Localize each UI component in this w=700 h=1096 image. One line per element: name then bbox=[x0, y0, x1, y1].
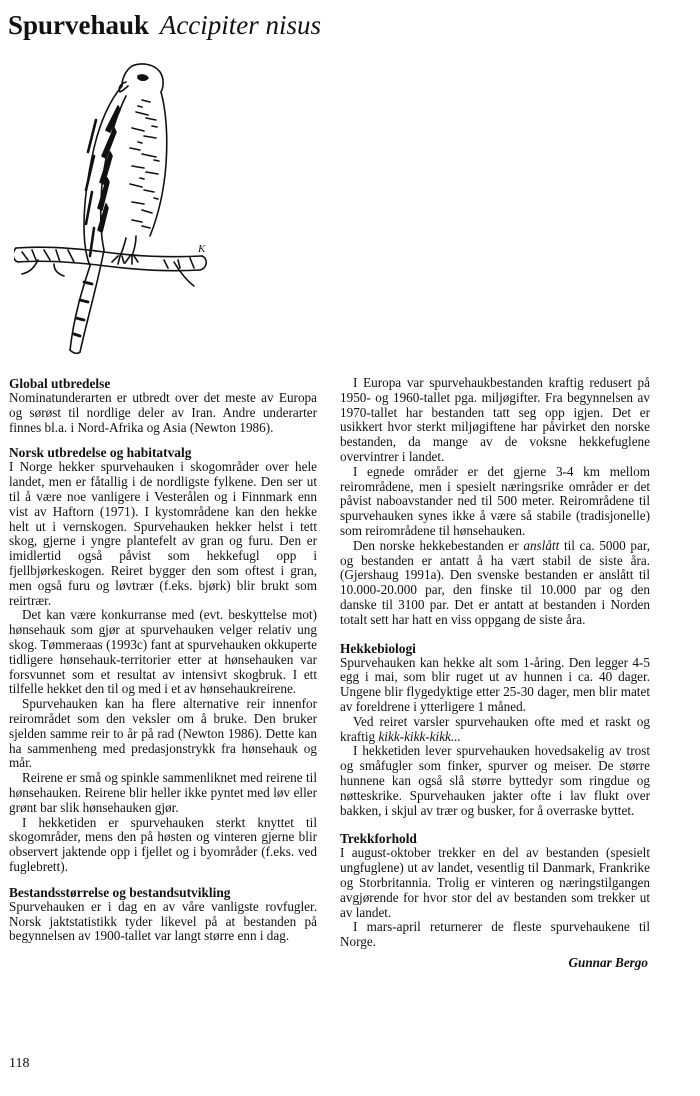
section-population bbox=[9, 885, 317, 944]
left-column bbox=[9, 376, 317, 956]
paragraph: I august-oktober trekker en del av bestanden (spesielt ungfuglene) ut av landet, vesentlig til Danmark, Frankrike og Storbritannia. Trolig er vinteren og næringstilgangen avgjørende for hvor stor del av bestanden som trekker ut av landet. bbox=[340, 845, 650, 920]
page-title bbox=[8, 10, 321, 41]
emphasis-text: anslått bbox=[523, 537, 560, 553]
section-norwegian-distribution bbox=[9, 445, 317, 874]
paragraph: I hekketiden er spurvehauken sterkt knyttet til skogområder, mens den på høsten og vinteren gjerne blir observert jaktende opp i fjellet og i byområder (f.eks. ved fuglebrett). bbox=[9, 814, 317, 874]
section-heading: Norsk utbredelse og habitatvalg bbox=[9, 445, 192, 461]
section-population-continued bbox=[340, 376, 650, 628]
section-migration bbox=[340, 831, 650, 970]
paragraph: Spurvehauken kan hekke alt som 1-åring. Den legger 4-5 egg i mai, som blir ruget ut av hunnen i ca. 40 dager. Ungene blir flygedyktige etter 25-30 dager, men blir matet av foreldrene i ytterligere 1 måned. bbox=[340, 654, 650, 714]
paragraph: I Norge hekker spurvehauken i skogområder over hele landet, men er fåtallig i de nordligste fylkene. Den ser ut til å være noe vanligere i Vesterålen og i Finnmark enn vist av Haftorn (1971). I kystområdene kan den hekke helt ut i vernskogen. Spurvehauken hekker helst i tett skog, gjerne i yngre plantefelt av gran og furu. Den er imidlertid også påvist som hekkefugl opp i fjellbjørkeskogen. Reiret bygger den som oftest i gran, men også furu og løvtrær (f.eks. bjørk) blir brukt som reirtrær. bbox=[9, 459, 317, 608]
species-latin-name: Accipiter nisus bbox=[159, 10, 322, 40]
section-heading: Bestandsstørrelse og bestandsutvikling bbox=[9, 884, 231, 900]
call-text: kikk-kikk-kikk... bbox=[378, 728, 461, 744]
paragraph: I Europa var spurvehaukbestanden kraftig redusert på 1950- og 1960-tallet pga. miljøgifter. Fra begynnelsen av 1970-tallet har bestanden tatt seg opp igjen. Det er usikkert hvor sterkt miljøgiftene har påvirket den norske bestanden, da mange av de voksne hekkefuglene overvintrer i landet. bbox=[340, 375, 650, 464]
paragraph: Ved reiret varsler spurvehauken ofte med et raskt og kraftig kikk-kikk-kikk... bbox=[340, 713, 650, 744]
paragraph: Spurvehauken er i dag en av våre vanligste rovfugler. Norsk jaktstatistikk tyder likevel på at bestanden på begynnelsen av 1900-tallet var langt større enn i dag. bbox=[9, 898, 317, 944]
species-common-name: Spurvehauk bbox=[8, 10, 150, 40]
paragraph: Nominatunderarten er utbredt over det meste av Europa og sørøst til nordlige deler av Iran. Andre underarter finnes bl.a. i Nord-Afrika og Asia (Newton 1986). bbox=[9, 390, 317, 435]
sparrowhawk-illustration bbox=[14, 60, 214, 358]
author-signature: Gunnar Bergo bbox=[568, 954, 648, 970]
paragraph: I egnede områder er det gjerne 3-4 km mellom reirområdene, men i spesielt næringsrike områder er det påvist naboavstander ned til 500 meter. Reirområdene til spurvehauken synes ikke å være så stabile (tradisjonelle) som reirområdene til hønsehauken. bbox=[340, 463, 650, 538]
paragraph: I hekketiden lever spurvehauken hovedsakelig av trost og småfugler som finker, spurver og meiser. De større hunnene kan også slå større byttedyr som ringdue og nøtteskrike. Spurvehauken jakter ofte i lav flukt over bakken, i skjul av trær og busker, for å overraske byttet. bbox=[340, 743, 650, 818]
section-heading: Global utbredelse bbox=[9, 376, 111, 391]
artist-signature: K bbox=[198, 243, 206, 255]
right-column bbox=[340, 376, 650, 984]
paragraph: Den norske hekkebestanden er anslått til ca. 5000 par, og bestanden er antatt å ha vært stabil de siste åra. (Gjershaug 1991a). Den svenske bestanden er anslått til 10.000-20.000 par, den finske til 10.000 par og den danske til 3100 par. Det er antatt at bestanden i Norden totalt sett har hatt en viss oppgang de siste åra. bbox=[340, 537, 651, 627]
paragraph: Reirene er små og spinkle sammenliknet med reirene til hønsehauken. Reirene blir heller ikke pyntet med løv eller grønt bar slik hønsehauken gjør. bbox=[9, 770, 317, 815]
page-number: 118 bbox=[9, 1056, 30, 1071]
section-heading: Trekkforhold bbox=[340, 831, 417, 847]
paragraph: Spurvehauken kan ha flere alternative reir innenfor reirområdet som den veksler om å bruke. Den bruker sjelden samme reir to år på rad (Newton 1986). Dette kan ha sammenheng med predasjonstrykk fra hønsehauk og mår. bbox=[9, 696, 317, 771]
section-breeding-biology bbox=[340, 641, 650, 819]
paragraph: Det kan være konkurranse med (evt. beskyttelse mot) hønsehauk som gjør at spurvehauken velger relativ ung skog. Tømmeraas (1993c) fant at spurvehauken okkuperte tidligere hønsehauk-territorier etter at hønsehauken var forsvunnet som et resultat av intensivt skogbruk. I ett tilfelle hekket den til og med i et av hønsehaukreirene. bbox=[9, 607, 317, 697]
section-global-distribution bbox=[9, 376, 317, 435]
paragraph: I mars-april returnerer de fleste spurvehaukene til Norge. bbox=[340, 919, 650, 950]
section-heading: Hekkebiologi bbox=[340, 640, 416, 656]
